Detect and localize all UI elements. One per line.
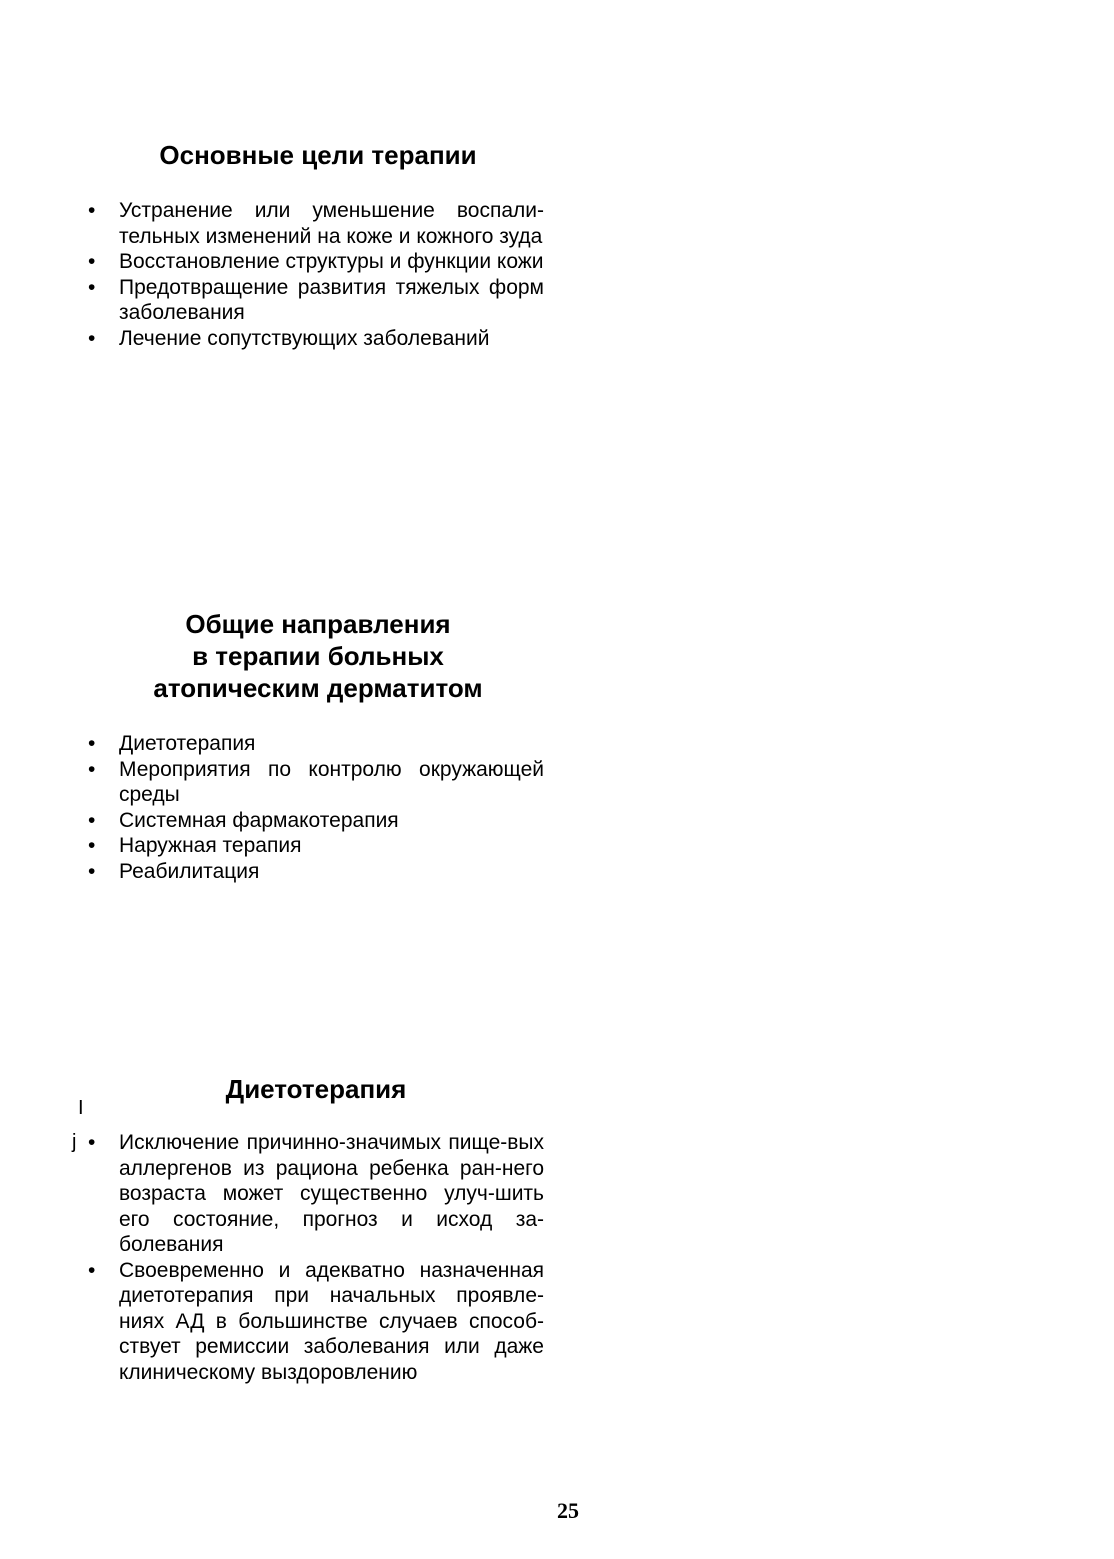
list-item-text: Исключение причинно-значимых пище-вых аллергенов из рациона ребенка ран-него возраста может существенно улуч-шить его состояние, прогноз и исход за-болевания: [119, 1131, 544, 1256]
title-line: атопическим дерматитом: [153, 673, 483, 703]
list-item-text: Устранение или уменьшение воспали-тельных изменений на коже и кожного зуда: [119, 199, 544, 248]
section-title-diet-therapy: [88, 1073, 544, 1105]
bullet-marker: •: [88, 859, 96, 883]
title-line: Общие направления: [185, 609, 451, 639]
list-item-text: Мероприятия по контролю окружающей среды: [119, 757, 544, 806]
bullet-marker: •: [88, 757, 96, 781]
title-line: в терапии больных: [192, 641, 444, 671]
list-item-text: Лечение сопутствующих заболеваний: [119, 326, 490, 350]
list-item: [88, 833, 544, 859]
therapy-goals-list: [88, 198, 544, 351]
list-item-text: Восстановление структуры и функции кожи: [119, 250, 544, 273]
general-directions-list: [88, 731, 544, 884]
list-item: [88, 326, 544, 352]
bullet-marker: •: [88, 199, 96, 222]
list-item: [88, 198, 544, 249]
list-item: [88, 757, 544, 808]
list-item-text: Предотвращение развития тяжелых форм заболевания: [119, 275, 544, 324]
section-title-general-directions: [88, 608, 548, 704]
title-line: Диетотерапия: [225, 1074, 407, 1104]
list-item: [88, 808, 544, 834]
list-item-text: Реабилитация: [119, 859, 260, 883]
list-item-text: Своевременно и адекватно назначенная диетотерапия при начальных проявле-ниях АД в большинстве случаев способ-ствует ремиссии заболевания или даже клиническому выздоровлению: [119, 1258, 544, 1384]
title-line: Основные цели терапии: [159, 140, 477, 170]
bullet-marker: •: [88, 808, 96, 832]
list-item-text: Диетотерапия: [119, 732, 256, 755]
list-item: [88, 859, 544, 885]
bullet-marker: •: [88, 1131, 96, 1154]
list-item-text: Системная фармакотерапия: [119, 808, 399, 832]
page-number: 25: [557, 1498, 579, 1523]
margin-mark: j: [72, 1131, 77, 1153]
diet-therapy-list: [88, 1130, 544, 1385]
list-item: [88, 1130, 544, 1258]
list-item: [88, 1258, 544, 1386]
list-item: [88, 249, 544, 275]
bullet-marker: •: [88, 1258, 96, 1282]
margin-mark: I: [78, 1097, 84, 1119]
list-item: [88, 275, 544, 326]
bullet-marker: •: [88, 834, 96, 857]
bullet-marker: •: [88, 326, 96, 350]
bullet-marker: •: [88, 732, 96, 755]
list-item: [88, 731, 544, 757]
bullet-marker: •: [88, 275, 96, 299]
section-title-therapy-goals: [88, 139, 548, 171]
bullet-marker: •: [88, 250, 96, 273]
list-item-text: Наружная терапия: [119, 834, 302, 857]
